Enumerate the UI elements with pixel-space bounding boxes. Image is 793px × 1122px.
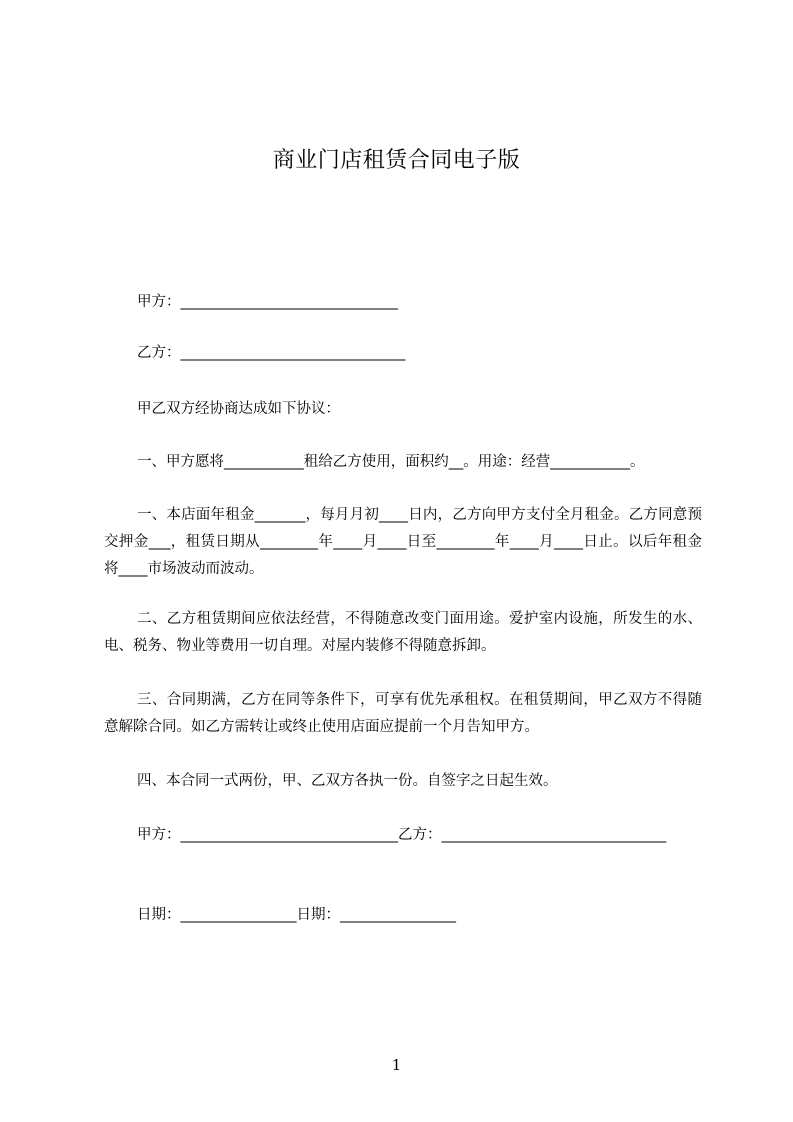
signature-line: 甲方：______________________________乙方：_______________________________ xyxy=(137,827,667,843)
document-title: 商业门店租赁合同电子版 xyxy=(272,148,521,173)
party-a-line: 甲方：______________________________ xyxy=(137,294,398,310)
page-number: 1 xyxy=(391,1056,402,1074)
party-b-line: 乙方：_______________________________ xyxy=(137,345,406,361)
clause-copies: 四、本合同一式两份，甲、乙双方各执一份。自签字之日起生效。 xyxy=(137,773,558,789)
clause-intro: 一、甲方愿将___________租给乙方使用，面积约__。用途：经营___________。 xyxy=(137,454,645,470)
agreement-intro: 甲乙双方经协商达成如下协议： xyxy=(137,401,340,417)
clause-usage: 二、乙方租赁期间应依法经营，不得随意改变门面用途。爱护室内设施，所发生的水、电、税务、物业等费用一切自理。对屋内装修不得随意拆卸。 xyxy=(104,611,702,654)
date-line: 日期：________________日期：________________ xyxy=(137,907,456,923)
clause-rent: 一、本店面年租金_______，每月月初____日内，乙方向甲方支付全月租金。乙方同意预交押金___，租赁日期从________年____月____日至________年____月____日止。以后年租金将____市场波动而波动。 xyxy=(104,507,702,577)
clause-renewal: 三、合同期满，乙方在同等条件下，可享有优先承租权。在租赁期间，甲乙双方不得随意解除合同。如乙方需转让或终止使用店面应提前一个月告知甲方。 xyxy=(104,692,702,735)
